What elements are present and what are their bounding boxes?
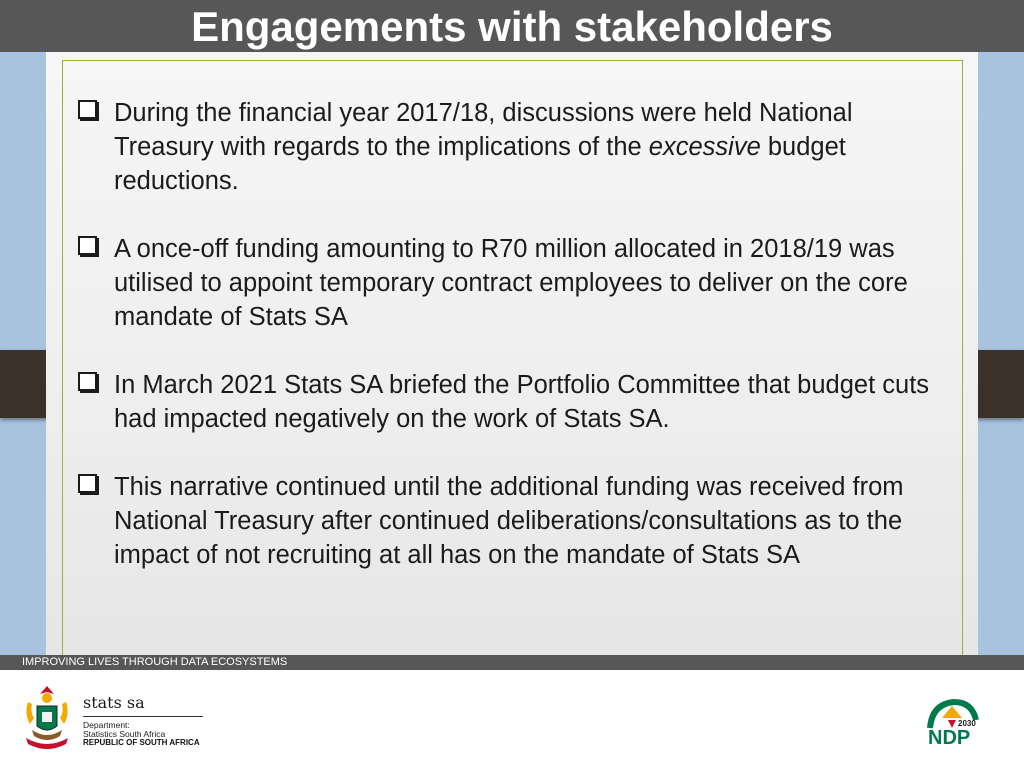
ndp-year: 2030	[958, 719, 976, 728]
bullet-list	[76, 96, 956, 572]
bullet-text: A once-off funding amounting to R70 million allocated in 2018/19 was utilised to appoint temporary contract employees to deliver on the core mandate of Stats SA	[114, 235, 908, 331]
bullet-item	[76, 470, 956, 572]
ndp-label: NDP	[928, 727, 971, 748]
stats-sa-logo	[20, 684, 220, 754]
slide-title: Engagements with stakeholders	[191, 3, 833, 50]
checkbox-bullet-icon	[78, 100, 97, 119]
org-name: stats sa	[83, 693, 145, 712]
checkbox-bullet-icon	[78, 474, 97, 493]
bullet-emphasis: excessive	[648, 133, 761, 161]
dept-name: Statistics South Africa	[83, 729, 166, 739]
bullet-text-end: budget reductions.	[114, 133, 846, 195]
org-divider	[83, 716, 203, 717]
bullet-text: In March 2021 Stats SA briefed the Portfolio Committee that budget cuts had impacted negatively on the work of Stats SA.	[114, 371, 930, 433]
bullet-text: During the financial year 2017/18, discussions were held National Treasury with regards to the implications of the	[114, 99, 853, 161]
country-name: REPUBLIC OF SOUTH AFRICA	[83, 738, 200, 747]
checkbox-bullet-icon	[78, 236, 97, 255]
bullet-item	[76, 96, 956, 198]
coat-of-arms-icon	[20, 684, 74, 752]
bullet-item	[76, 368, 956, 436]
checkbox-bullet-icon	[78, 372, 97, 391]
footer-tagline: IMPROVING LIVES THROUGH DATA ECOSYSTEMS	[22, 656, 288, 668]
dept-label: Department:	[83, 720, 130, 730]
bullet-text: This narrative continued until the additional funding was received from National Treasury after continued deliberations/consultations as to the impact of not recruiting at all has on the mandate of Stats SA	[114, 473, 904, 569]
ndp-2030-logo-icon	[924, 698, 980, 748]
bullet-item	[76, 232, 956, 334]
